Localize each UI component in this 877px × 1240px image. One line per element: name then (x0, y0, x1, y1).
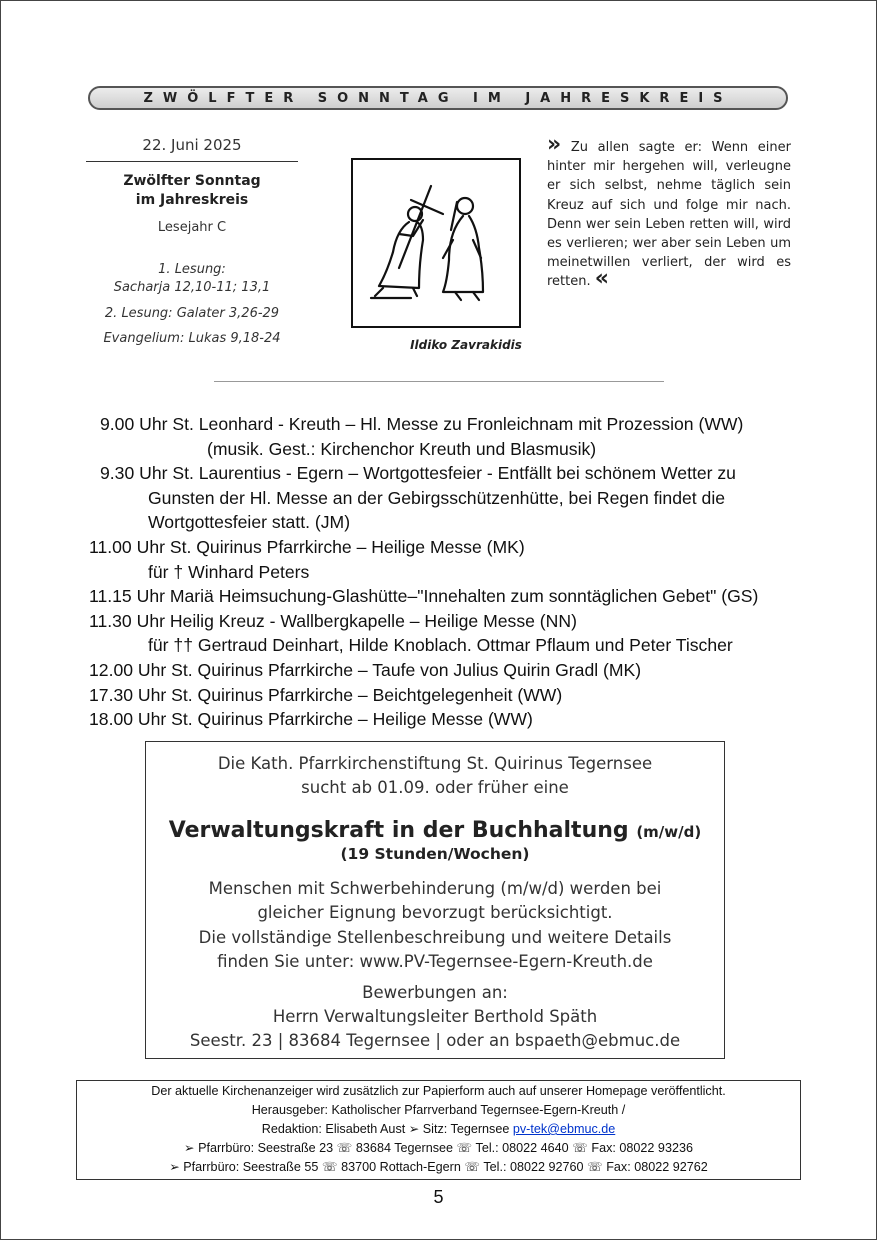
job-advertisement (145, 741, 725, 1059)
schedule-list (0, 412, 877, 732)
liturgy-info (86, 136, 298, 348)
divider (214, 381, 664, 382)
page-number: 5 (433, 1187, 444, 1207)
sunday-title: Zwölfter Sonntag im Jahreskreis (123, 173, 261, 208)
banner-title: ZWÖLFTER SONNTAG IM JAHRESKREIS (143, 90, 733, 106)
schedule-line: 12.00 Uhr St. Quirinus Pfarrkirche – Taufe von Julius Quirin Gradl (MK) (89, 659, 642, 680)
footer-office-1: ➢ Pfarrbüro: Seestraße 23 ☏ 83684 Tegernsee ☏ Tel.: 08022 4640 ☏ Fax: 08022 93236 (184, 1141, 693, 1155)
section-banner (88, 86, 788, 110)
ad-application: Bewerbungen an: Herrn Verwaltungsleiter Berthold Späth Seestr. 23 | 83684 Tegernsee | oder an bspaeth@ebmuc.de (189, 982, 681, 1051)
schedule-line: für †† Gertraud Deinhart, Hilde Knoblach. Ottmar Pflaum und Peter Tischer (148, 635, 733, 656)
publisher-footer (76, 1080, 801, 1180)
lesejahr: Lesejahr C (157, 220, 227, 235)
email-link[interactable]: pv-tek@ebmuc.de (512, 1122, 616, 1136)
schedule-line: 9.00 Uhr St. Leonhard - Kreuth – Hl. Messe zu Fronleichnam mit Prozession (WW) (100, 414, 744, 434)
schedule-line: 11.30 Uhr Heilig Kreuz - Wallbergkapelle – Heilige Messe (NN) (89, 610, 577, 631)
reading-2: 2. Lesung: Galater 3,26-29 (104, 306, 280, 321)
schedule-line: 11.15 Uhr Mariä Heimsuchung-Glashütte–"Innehalten zum sonntäglichen Gebet" (GS) (89, 586, 759, 607)
jesus-and-woman-drawing (353, 160, 519, 326)
footer-publisher: Herausgeber: Katholischer Pfarrverband Tegernsee-Egern-Kreuth / (251, 1103, 626, 1117)
schedule-line: 11.00 Uhr St. Quirinus Pfarrkirche – Heilige Messe (MK) (89, 536, 525, 557)
footer-office-2: ➢ Pfarrbüro: Seestraße 55 ☏ 83700 Rottach-Egern ☏ Tel.: 08022 92760 ☏ Fax: 08022 92762 (169, 1160, 708, 1174)
schedule-line: für † Winhard Peters (148, 561, 310, 582)
footer-editor: Redaktion: Elisabeth Aust ➢ Sitz: Tegernsee pv-tek@ebmuc.de (261, 1122, 616, 1136)
ad-employer: Die Kath. Pfarrkirchenstiftung St. Quirinus Tegernsee (217, 754, 653, 773)
artist-credit: Ildiko Zavrakidis (410, 338, 522, 352)
ad-position-title: Verwaltungskraft in der Buchhaltung (m/w/d) (168, 818, 702, 843)
schedule-line: 9.30 Uhr St. Laurentius - Egern – Wortgottesfeier - Entfällt bei schönem Wetter zu (100, 463, 736, 484)
quote-text: Zu allen sagte er: Wenn einer hinter mir hergehen will, verleugne er sich selbst, nehme täglich sein Kreuz auf sich und folge mir nach. Denn wer sein Leben retten will, wird es verlieren; wer aber sein Leben um meinetwillen verliert, der wird es retten. (547, 140, 792, 290)
gospel: Evangelium: Lukas 9,18-24 (103, 331, 281, 346)
ad-body: Menschen mit Schwerbehinderung (m/w/d) werden bei gleicher Eignung bevorzugt berücksichtigt. Die vollständige Stellenbeschreibung und weitere Details finden Sie unter: www.PV-Tegernsee-Egern-Kreuth.de (198, 879, 672, 972)
gospel-quote (547, 132, 792, 292)
schedule-line: Gunsten der Hl. Messe an der Gebirgsschützenhütte, bei Regen findet die (148, 487, 726, 508)
date: 22. Juni 2025 (86, 136, 298, 162)
close-quote-mark: « (594, 266, 609, 292)
footer-homepage-note: Der aktuelle Kirchenanzeiger wird zusätzlich zur Papierform auch auf unserer Homepage veröffentlicht. (151, 1084, 726, 1098)
schedule-line: Wortgottesfeier statt. (JM) (148, 512, 351, 533)
schedule-line: (musik. Gest.: Kirchenchor Kreuth und Blasmusik) (207, 438, 597, 459)
cross-bearing-illustration (351, 158, 521, 328)
ad-intro: sucht ab 01.09. oder früher eine (301, 778, 569, 797)
reading-1: 1. Lesung: Sacharja 12,10-11; 13,1 (113, 262, 271, 295)
schedule-line: 18.00 Uhr St. Quirinus Pfarrkirche – Heilige Messe (WW) (89, 709, 533, 730)
schedule-line: 17.30 Uhr St. Quirinus Pfarrkirche – Beichtgelegenheit (WW) (89, 684, 563, 705)
ad-hours: (19 Stunden/Wochen) (340, 845, 530, 863)
open-quote-mark: » (547, 132, 562, 157)
